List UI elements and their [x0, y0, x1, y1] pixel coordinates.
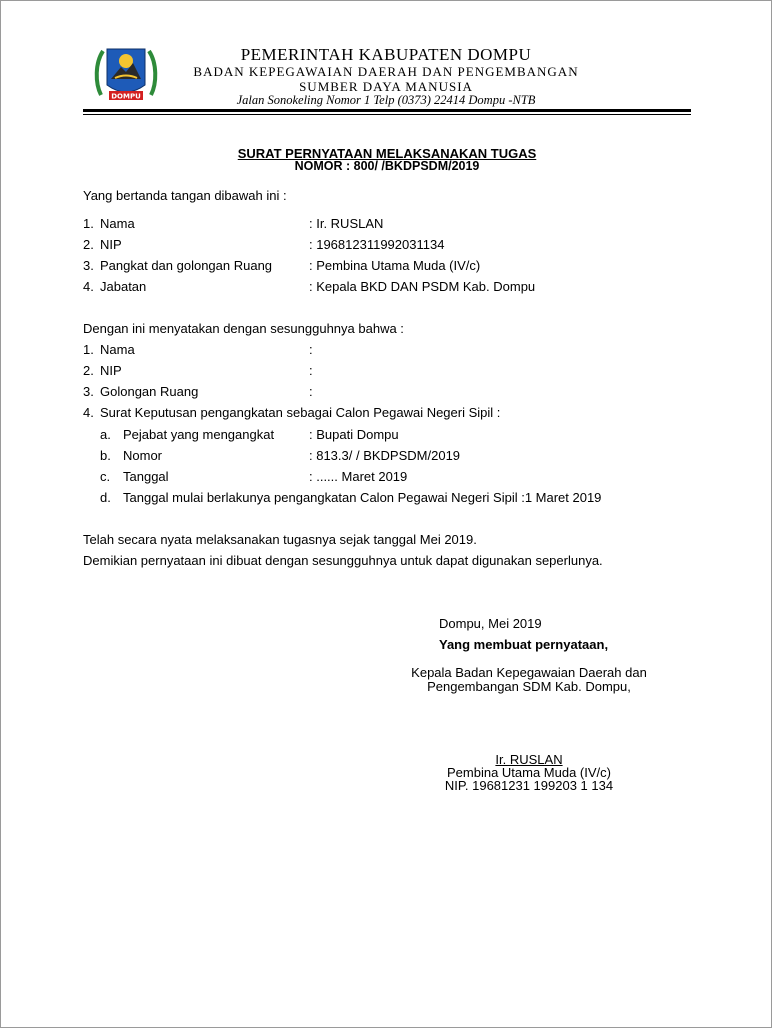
- signer-label: Pangkat dan golongan Ruang: [100, 258, 273, 273]
- sk-label: Surat Keputusan pengangkatan sebagai Calon Pegawai Negeri Sipil :: [100, 405, 501, 420]
- signer-value: : Pembina Utama Muda (IV/c): [309, 258, 481, 273]
- subject-num: 2.: [83, 363, 94, 378]
- signer-num: 1.: [83, 216, 94, 231]
- subject-label: Golongan Ruang: [100, 384, 199, 399]
- sk-item-label: Tanggal: [123, 469, 169, 484]
- signer-num: 3.: [83, 258, 94, 273]
- place-date: Dompu, Mei 2019: [439, 616, 542, 631]
- subject-value: :: [309, 363, 313, 378]
- signer-value: : 196812311992031134: [309, 237, 445, 252]
- statement-intro: Dengan ini menyatakan dengan sesungguhnya bahwa :: [83, 321, 404, 336]
- kop-line-2: BADAN KEPEGAWAIAN DAERAH DAN PENGEMBANGAN: [193, 64, 579, 79]
- sk-item-text: Tanggal mulai berlakunya pengangkatan Calon Pegawai Negeri Sipil :1 Maret 2019: [123, 490, 602, 505]
- logo-text: DOMPU: [111, 92, 141, 101]
- sk-item-value: : ...... Maret 2019: [309, 469, 408, 484]
- sk-item-letter: b.: [100, 448, 111, 463]
- signer-value: : Kepala BKD DAN PSDM Kab. Dompu: [309, 279, 536, 294]
- signer-nip: NIP. 19681231 199203 1 134: [444, 778, 614, 793]
- subject-value: :: [309, 384, 313, 399]
- signer-label: Nama: [100, 216, 135, 231]
- maker-label: Yang membuat pernyataan,: [439, 637, 609, 652]
- sk-item-label: Nomor: [123, 448, 163, 463]
- sk-item-letter: d.: [100, 490, 111, 505]
- subject-value: :: [309, 342, 313, 357]
- kop-line-1: PEMERINTAH KABUPATEN DOMPU: [240, 45, 532, 64]
- signer-rank: Pembina Utama Muda (IV/c): [446, 765, 611, 780]
- letter-title: SURAT PERNYATAAN MELAKSANAKAN TUGAS: [237, 146, 537, 161]
- signer-num: 2.: [83, 237, 94, 252]
- sk-item-letter: a.: [100, 427, 111, 442]
- sk-item-value: : Bupati Dompu: [309, 427, 399, 442]
- signer-label: Jabatan: [100, 279, 147, 294]
- closing-line-2: Demikian pernyataan ini dibuat dengan sesungguhnya untuk dapat digunakan seperlunya.: [83, 553, 603, 568]
- header-rule-thick: [83, 109, 691, 112]
- sk-num: 4.: [83, 405, 94, 420]
- sk-item-letter: c.: [100, 469, 111, 484]
- subject-label: NIP: [100, 363, 122, 378]
- position-line-2: Pengembangan SDM Kab. Dompu,: [427, 679, 631, 694]
- header-rule-thin: [83, 114, 691, 115]
- letter-number: NOMOR : 800/ /BKDPSDM/2019: [294, 159, 480, 173]
- subject-num: 3.: [83, 384, 94, 399]
- kabupaten-dompu-logo: [93, 45, 159, 103]
- position-line-1: Kepala Badan Kepegawaian Daerah dan: [411, 665, 647, 680]
- kop-address: Jalan Sonokeling Nomor 1 Telp (0373) 22414 Dompu -NTB: [236, 93, 536, 107]
- intro-text: Yang bertanda tangan dibawah ini :: [83, 188, 287, 203]
- sk-item-label: Pejabat yang mengangkat: [123, 427, 275, 442]
- signer-label: NIP: [100, 237, 122, 252]
- signer-name: Ir. RUSLAN: [495, 752, 563, 767]
- signer-value: : Ir. RUSLAN: [309, 216, 384, 231]
- sk-item-value: : 813.3/ / BKDPSDM/2019: [309, 448, 461, 463]
- subject-label: Nama: [100, 342, 135, 357]
- closing-line-1: Telah secara nyata melaksanakan tugasnya sejak tanggal Mei 2019.: [83, 532, 477, 547]
- kop-line-3: SUMBER DAYA MANUSIA: [299, 79, 473, 94]
- subject-num: 1.: [83, 342, 94, 357]
- signer-num: 4.: [83, 279, 94, 294]
